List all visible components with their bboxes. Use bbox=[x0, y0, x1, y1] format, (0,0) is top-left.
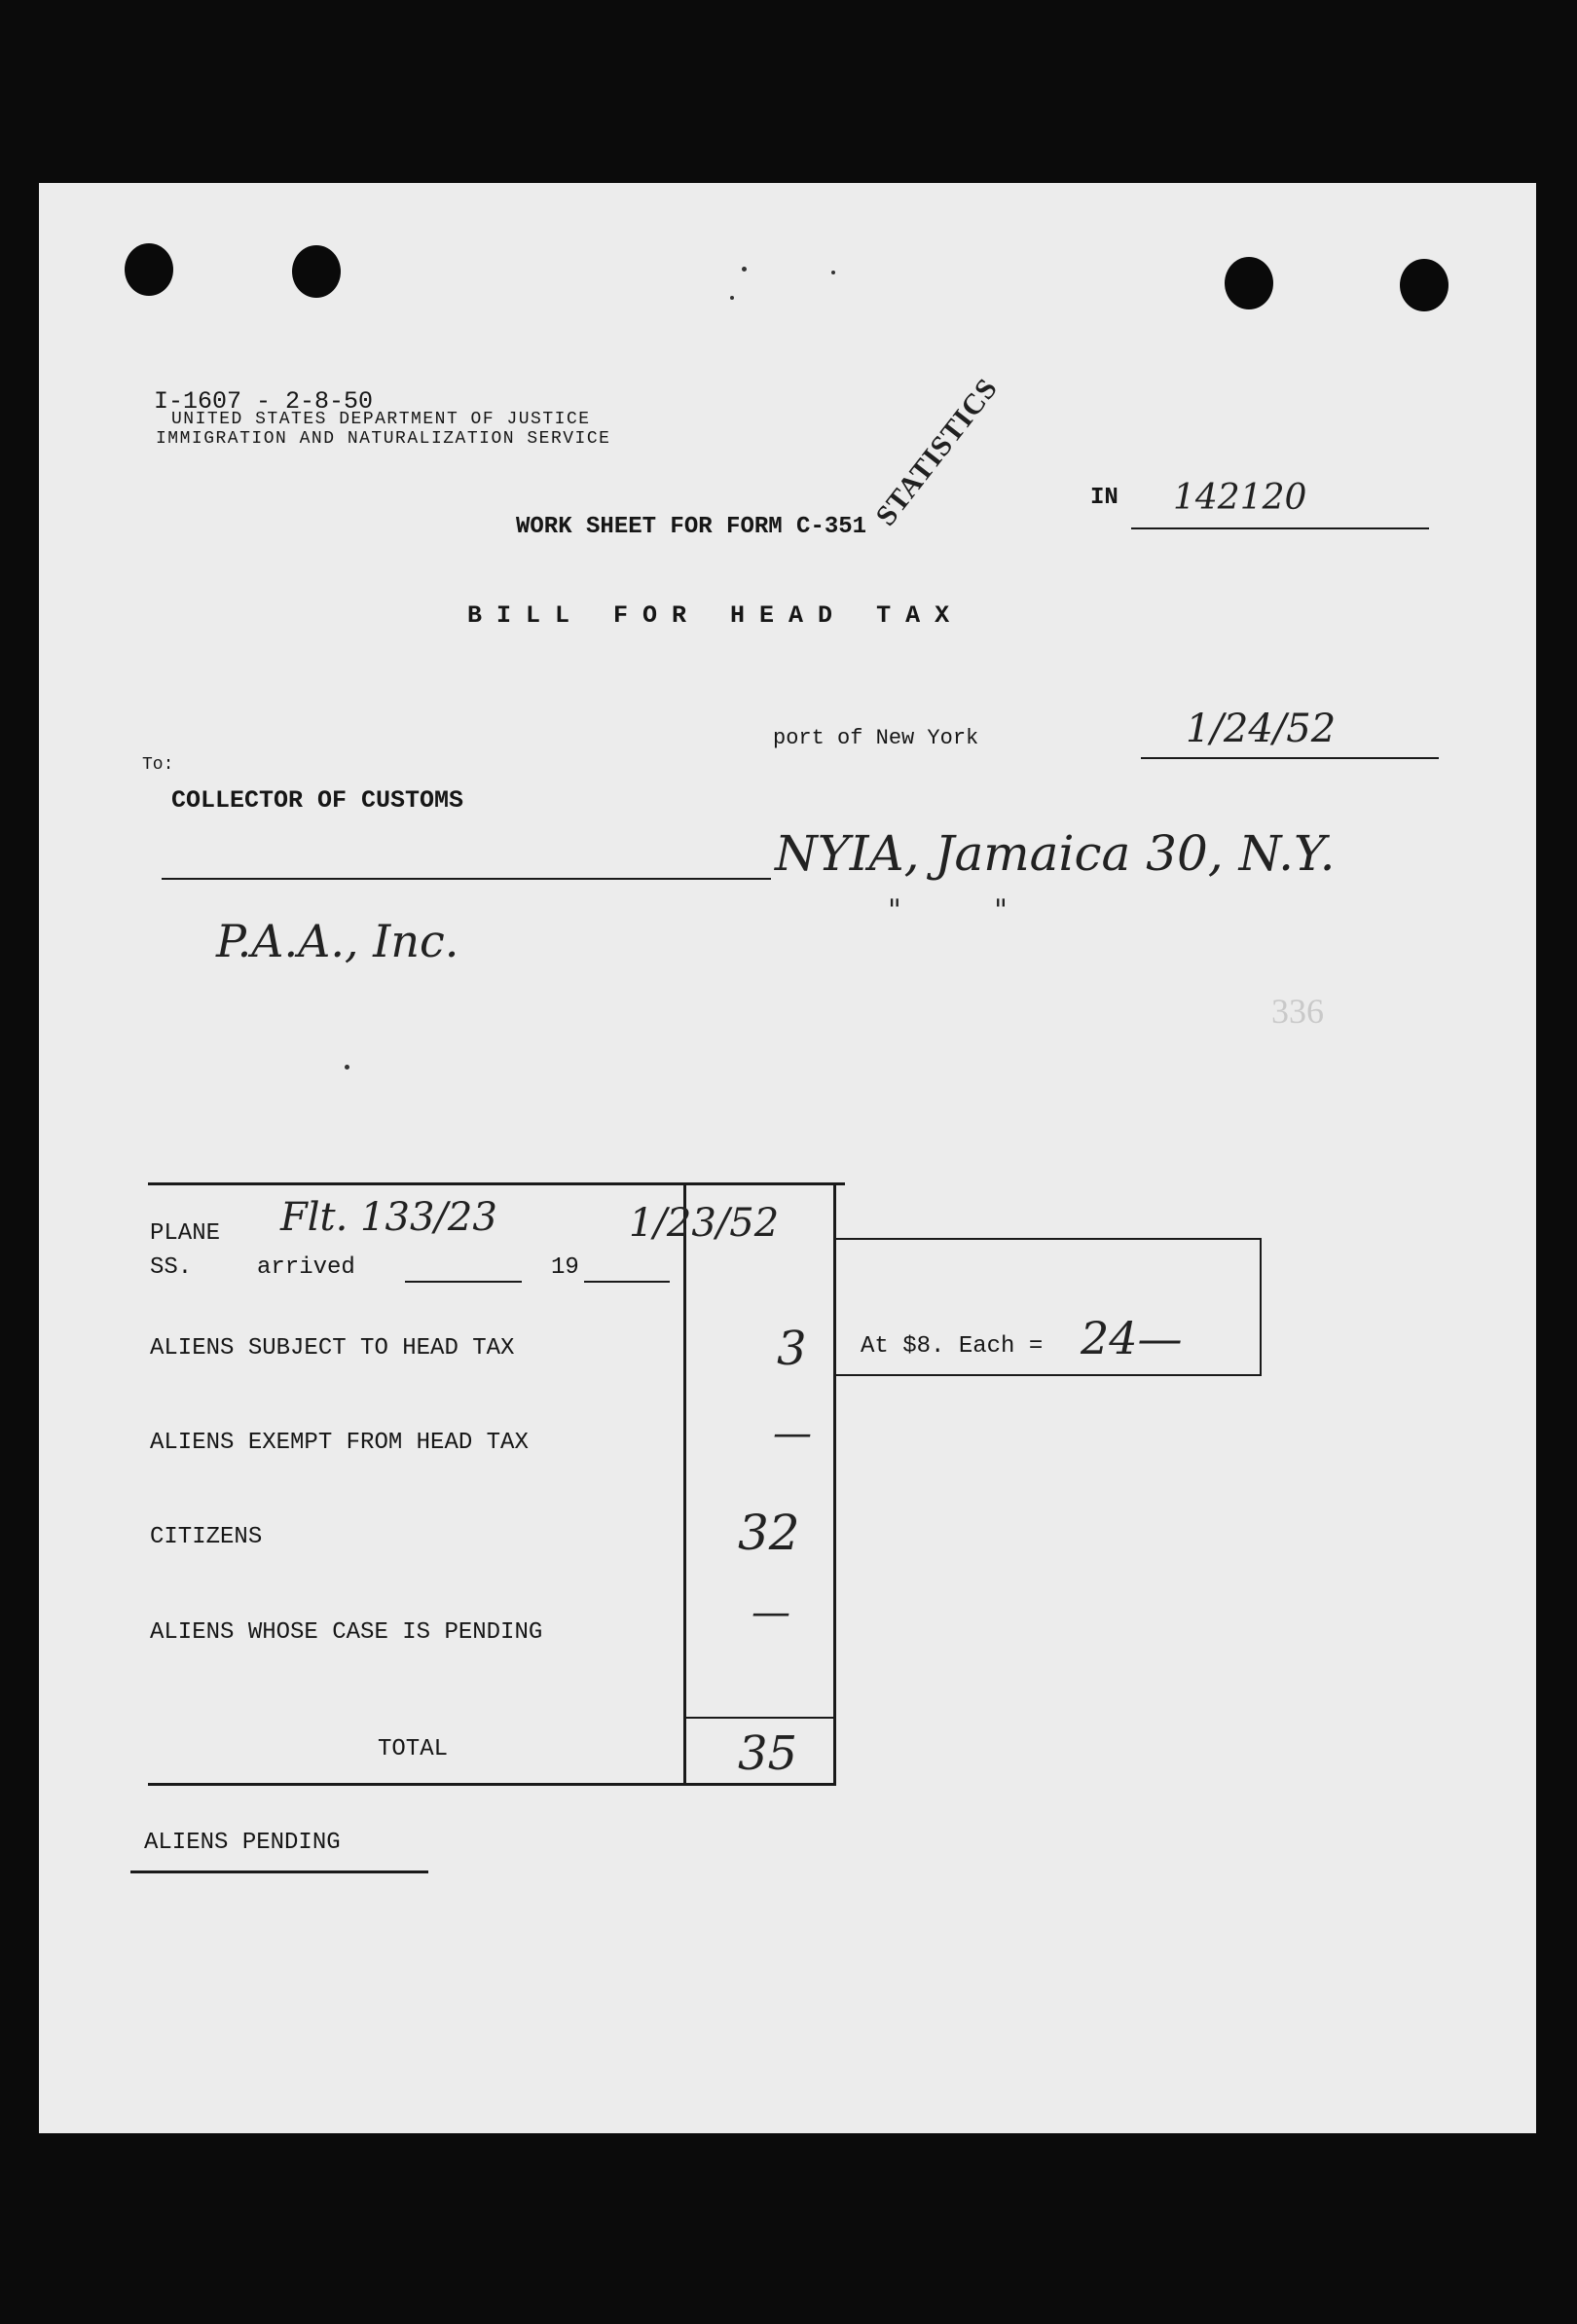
row-label-aliens-subject: ALIENS SUBJECT TO HEAD TAX bbox=[150, 1335, 515, 1362]
to-label: To: bbox=[142, 755, 174, 775]
row-label-aliens-pending-case: ALIENS WHOSE CASE IS PENDING bbox=[150, 1619, 543, 1646]
date-underline bbox=[1141, 757, 1439, 759]
ink-speck bbox=[730, 296, 734, 300]
rate-box-top bbox=[835, 1238, 1262, 1240]
flight-number: Flt. 133/23 bbox=[280, 1195, 497, 1240]
statistics-stamp: STATISTICS bbox=[869, 372, 1005, 532]
punch-hole bbox=[292, 245, 341, 298]
punch-hole bbox=[1225, 257, 1273, 309]
ss-label: SS. bbox=[150, 1254, 193, 1281]
ditto-marks: " " bbox=[888, 893, 1008, 927]
total-value: 35 bbox=[738, 1726, 798, 1781]
form-code: I-1607 - 2-8-50 bbox=[154, 387, 374, 416]
rate-amount: 24— bbox=[1081, 1312, 1183, 1364]
collector-label: COLLECTOR OF CUSTOMS bbox=[171, 786, 464, 815]
document-page bbox=[39, 183, 1536, 2133]
in-label: IN bbox=[1090, 485, 1119, 511]
page-number: 336 bbox=[1271, 992, 1324, 1031]
service-name: IMMIGRATION AND NATURALIZATION SERVICE bbox=[156, 429, 611, 449]
punch-hole bbox=[125, 243, 173, 296]
year-underline bbox=[584, 1281, 670, 1283]
worksheet-title: WORK SHEET FOR FORM C-351 bbox=[516, 514, 867, 540]
department-name: UNITED STATES DEPARTMENT OF JUSTICE bbox=[171, 410, 591, 429]
row-value-aliens-subject: 3 bbox=[777, 1322, 807, 1376]
airport-address: NYIA, Jamaica 30, N.Y. bbox=[775, 825, 1336, 882]
row-value-aliens-exempt: — bbox=[773, 1411, 812, 1456]
row-label-aliens-exempt: ALIENS EXEMPT FROM HEAD TAX bbox=[150, 1430, 529, 1456]
carrier-name: P.A.A., Inc. bbox=[216, 915, 459, 967]
arrived-label: arrived bbox=[257, 1254, 355, 1281]
year-prefix: 19 bbox=[551, 1254, 579, 1281]
in-number-underline bbox=[1131, 527, 1429, 529]
total-separator bbox=[685, 1717, 835, 1719]
arrival-date: 1/23/52 bbox=[629, 1201, 780, 1246]
ink-speck bbox=[831, 271, 835, 274]
rate-box-right bbox=[1260, 1238, 1262, 1376]
plane-label: PLANE bbox=[150, 1220, 221, 1247]
port-label: port of New York bbox=[773, 726, 979, 750]
collector-underline bbox=[162, 878, 771, 880]
total-label: TOTAL bbox=[378, 1736, 449, 1762]
ink-speck bbox=[345, 1065, 349, 1070]
row-label-citizens: CITIZENS bbox=[150, 1524, 263, 1550]
table-top-border bbox=[148, 1182, 845, 1185]
table-right-border bbox=[833, 1182, 836, 1785]
rate-box-bottom bbox=[835, 1374, 1262, 1376]
table-bottom-border bbox=[148, 1783, 836, 1786]
row-value-citizens: 32 bbox=[738, 1505, 800, 1561]
in-number: 142120 bbox=[1173, 478, 1307, 518]
ink-speck bbox=[742, 267, 747, 272]
aliens-pending-underline bbox=[130, 1870, 428, 1873]
bill-title: B I L L F O R H E A D T A X bbox=[467, 601, 950, 630]
punch-hole bbox=[1400, 259, 1449, 311]
aliens-pending-label: ALIENS PENDING bbox=[144, 1830, 341, 1856]
table-divider bbox=[683, 1182, 686, 1785]
date-field: 1/24/52 bbox=[1186, 707, 1337, 751]
row-value-aliens-pending-case: — bbox=[752, 1590, 790, 1635]
arrived-underline bbox=[405, 1281, 522, 1283]
rate-label: At $8. Each = bbox=[861, 1333, 1044, 1360]
